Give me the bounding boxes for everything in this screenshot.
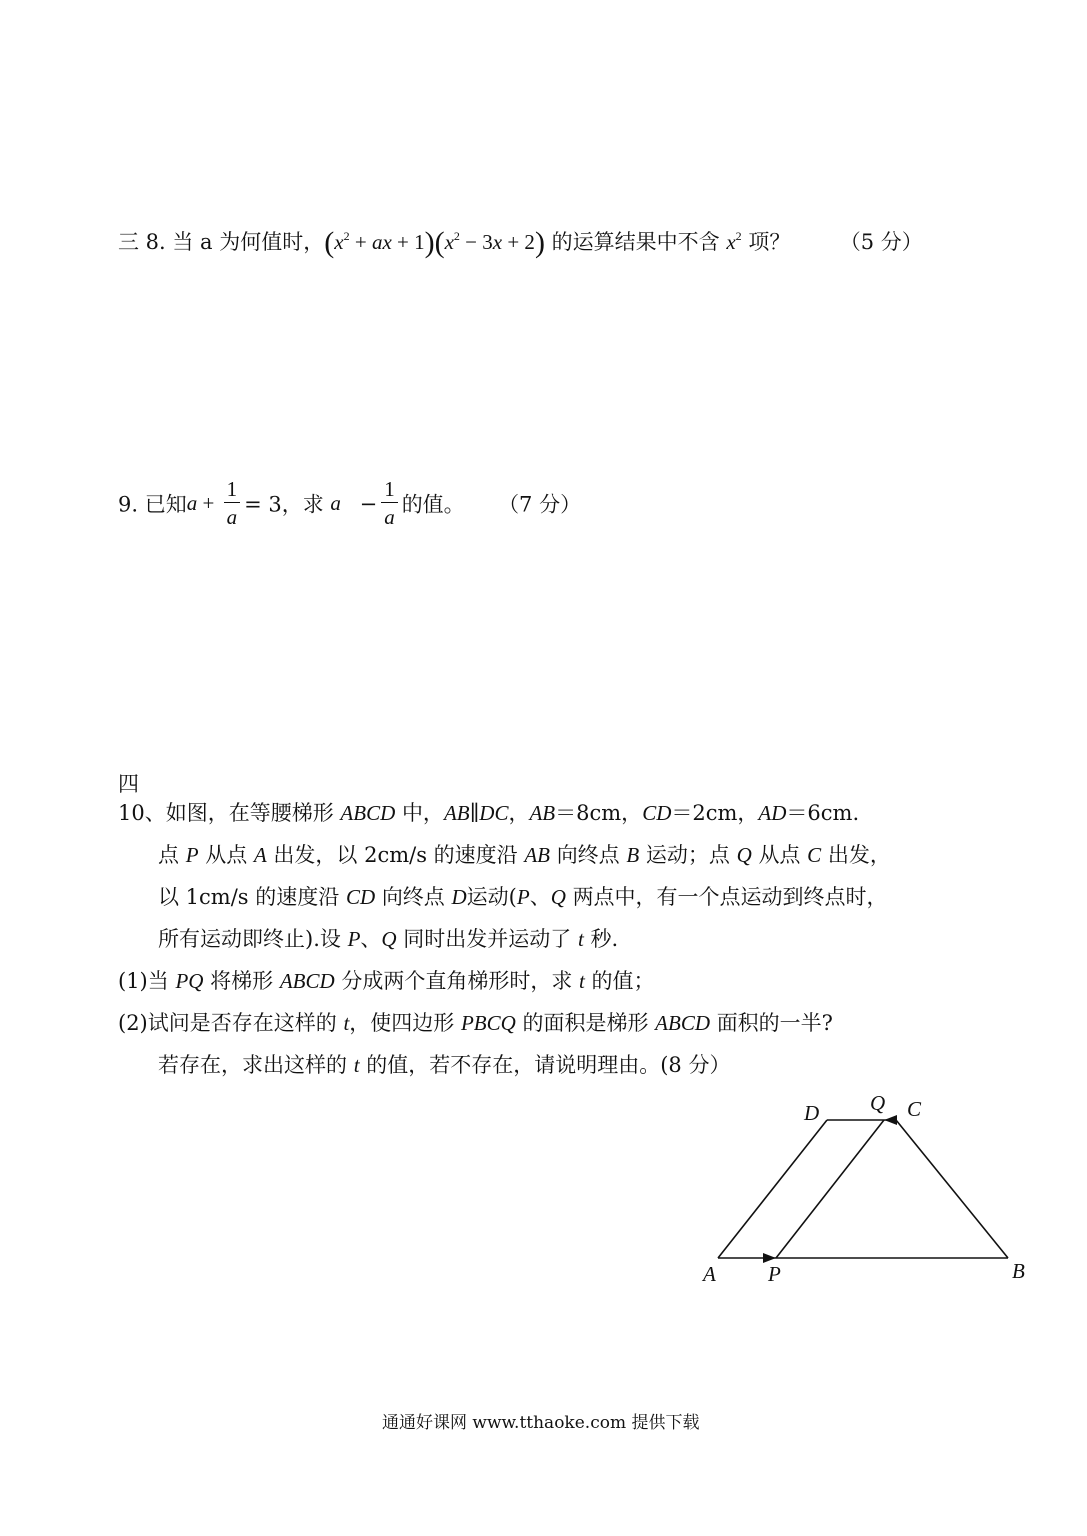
q10-line-4: 所有运动即终止).设 P、Q 同时出发并运动了 t 秒. <box>158 927 619 951</box>
q8-score: （5 分） <box>839 230 923 254</box>
q10-line-3: 以 1cm/s 的速度沿 CD 向终点 D运动(P、Q 两点中，有一个点运动到终点时， <box>158 885 888 909</box>
arrow-q-icon <box>884 1115 897 1125</box>
question-8: 三 8. 当 a 为何值时，($x^2$ + ax + $1)(x^2 - 3x + 2)$ 的运算结果中不含 $x^2$ 项？ （5 分） <box>118 226 923 259</box>
label-D: D <box>804 1101 820 1125</box>
trapezoid-diagram <box>690 1088 1040 1298</box>
segment-PQ <box>776 1120 884 1258</box>
q10-part-1: (1)当 PQ 将梯形 ABCD 分成两个直角梯形时，求 t 的值； <box>118 969 655 993</box>
q8-suffix: 的运算结果中不含 <box>551 230 720 254</box>
q10-line-2: 点 P 从点 A 出发，以 2cm/s 的速度沿 AB 向终点 B 运动；点 Q 从点 C 出发， <box>158 843 891 867</box>
q10-line-1: 10、如图，在等腰梯形 ABCD 中，AB∥DC，AB＝8cm，CD＝2cm，AD＝6cm. <box>118 801 860 825</box>
label-B: B <box>1012 1259 1025 1283</box>
q8-prefix: 三 8. 当 a 为何值时， <box>118 230 325 254</box>
q8-ending: 项？ <box>748 230 791 254</box>
segment-CB <box>896 1120 1008 1258</box>
q9-minus: − <box>359 491 378 516</box>
q10-part-2-cont: 若存在，求出这样的 t 的值，若不存在，请说明理由。(8 分） <box>158 1053 731 1077</box>
q9-suffix: 的值。 <box>401 492 465 517</box>
label-P: P <box>768 1262 781 1286</box>
q9-fraction-2: $\frac{1}{a}$ <box>381 476 398 531</box>
footer-text: 通通好课网 www.tthaoke.com 提供下载 <box>382 1413 700 1433</box>
q9-fraction-1: $\frac{1}{a}$ <box>224 476 241 531</box>
label-C: C <box>907 1097 922 1121</box>
question-10 <box>118 792 891 1086</box>
label-Q: Q <box>870 1091 886 1115</box>
q10-part-2: (2)试问是否存在这样的 t，使四边形 PBCQ 的面积是梯形 ABCD 面积的一半? <box>118 1011 833 1035</box>
q9-score: （7 分） <box>498 492 582 517</box>
section-4-label: 四 <box>118 772 139 796</box>
q9-prefix: 9. 已知 <box>118 492 187 517</box>
q9-eq3: = 3，求 <box>244 492 324 517</box>
question-9: 9. 已知a + $\frac{1}{a}$ = 3，求 a − $\frac{1}{a}$ 的值。 （7 分） <box>118 477 582 529</box>
q8-term: x <box>726 230 736 254</box>
segment-AD <box>718 1120 827 1258</box>
label-A: A <box>703 1262 716 1286</box>
q8-expression: ($x^2$ + ax + $1)(x^2 - 3x + 2)$ <box>324 226 545 259</box>
